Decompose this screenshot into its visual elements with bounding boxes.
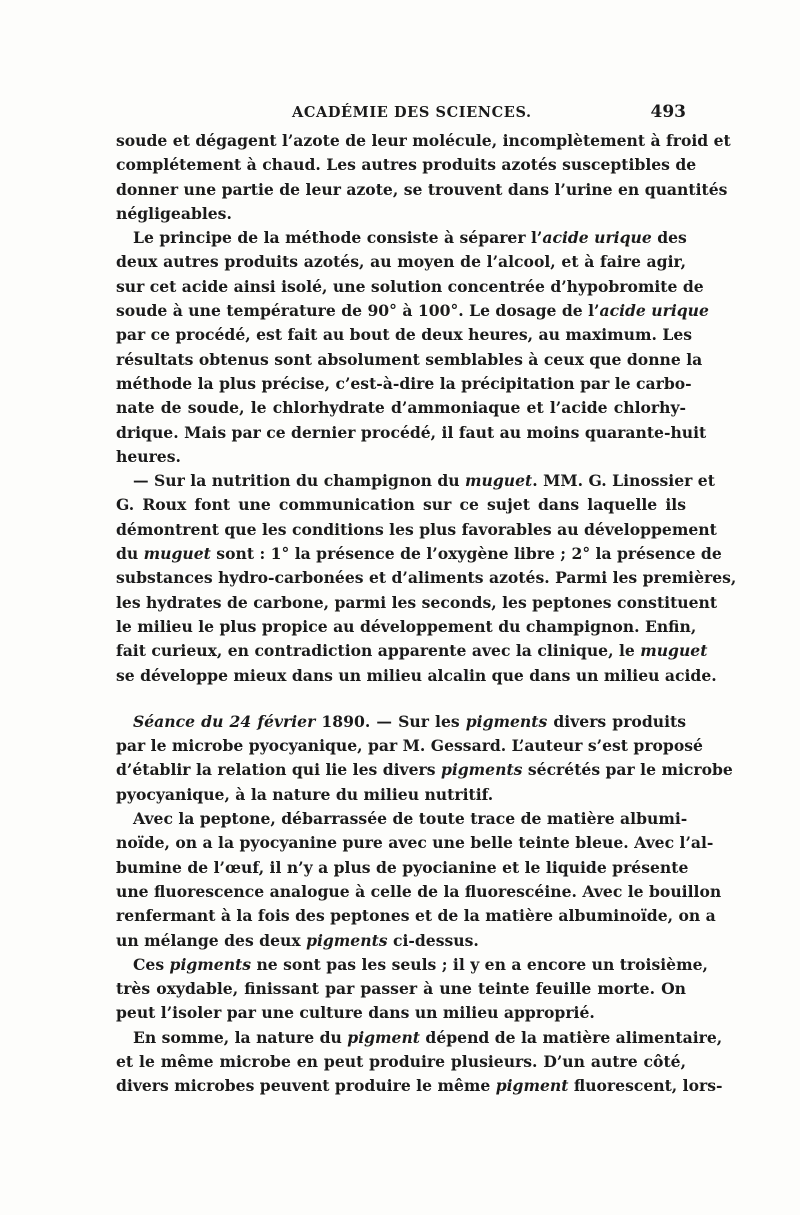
text-line: renfermant à la fois des peptones et de la matière albuminoïde, on a xyxy=(116,906,716,926)
text-line: Ces pigments ne sont pas les seuls ; il y en a encore un troisième, xyxy=(133,954,708,974)
text-line: bumine de l’œuf, il n’y a plus de pyocianine et le liquide présente xyxy=(116,857,689,877)
text-line: noïde, on a la pyocyanine pure avec une belle teinte bleue. Avec l’al- xyxy=(116,833,714,853)
text-line: un mélange des deux pigments ci-dessus. xyxy=(116,930,479,950)
page-body xyxy=(116,129,737,1099)
text-line: substances hydro-carbonées et d’aliments azotés. Parmi les premières, xyxy=(116,568,737,588)
text-line: deux autres produits azotés, au moyen de l’alcool, et à faire agir, xyxy=(116,252,686,272)
text-line: le milieu le plus propice au développement du champignon. Enfin, xyxy=(116,616,697,636)
text-line: soude à une température de 90° à 100°. Le dosage de l’acide urique xyxy=(116,301,709,321)
text-line: Avec la peptone, débarrassée de toute trace de matière albumi- xyxy=(133,809,688,829)
section-gap xyxy=(116,688,686,710)
paragraph-conclusion xyxy=(116,1026,723,1099)
text-line: méthode la plus précise, c’est-à-dire la précipitation par le carbo- xyxy=(116,373,692,393)
text-line: fait curieux, en contradiction apparente avec la clinique, le muguet xyxy=(116,641,708,661)
text-line: par le microbe pyocyanique, par M. Gessard. L’auteur s’est proposé xyxy=(116,736,703,756)
paragraph-urine-nitrogen xyxy=(116,129,731,226)
text-line: résultats obtenus sont absolument semblables à ceux que donne la xyxy=(116,349,703,369)
page-number: 493 xyxy=(650,102,686,122)
paragraph-third-pigment xyxy=(116,953,708,1026)
text-line: complétement à chaud. Les autres produits azotés susceptibles de xyxy=(116,155,697,175)
text-line: peut l’isoler par une culture dans un milieu approprié. xyxy=(116,1003,595,1023)
text-line: soude et dégagent l’azote de leur molécule, incomplètement à froid et xyxy=(116,131,731,150)
text-line: G. Roux font une communication sur ce sujet dans laquelle ils xyxy=(116,495,686,515)
text-line: du muguet sont : 1° la présence de l’oxygène libre ; 2° la présence de xyxy=(116,544,722,564)
text-line: Le principe de la méthode consiste à séparer l’acide urique des xyxy=(133,228,687,248)
text-line: pyocyanique, à la nature du milieu nutritif. xyxy=(116,784,494,804)
text-line: démontrent que les conditions les plus favorables au développement xyxy=(116,519,717,539)
text-line: heures. xyxy=(116,446,181,466)
text-line: Séance du 24 février 1890. — Sur les pigments divers produits xyxy=(133,711,686,731)
text-line: En somme, la nature du pigment dépend de la matière alimentaire, xyxy=(133,1027,723,1047)
running-header xyxy=(116,104,686,126)
text-line: divers microbes peuvent produire le même pigment fluorescent, lors- xyxy=(116,1076,723,1096)
text-line: se développe mieux dans un milieu alcalin que dans un milieu acide. xyxy=(116,665,717,685)
paragraph-muguet-nutrition xyxy=(116,469,737,688)
text-line: très oxydable, finissant par passer à une teinte feuille morte. On xyxy=(116,979,686,999)
paragraph-method-principle xyxy=(116,226,709,469)
text-line: donner une partie de leur azote, se trouvent dans l’urine en quantités xyxy=(116,179,728,199)
text-line: sur cet acide ainsi isolé, une solution concentrée d’hypobromite de xyxy=(116,276,704,296)
text-line: d’établir la relation qui lie les divers pigments sécrétés par le microbe xyxy=(116,760,733,780)
text-line: par ce procédé, est fait au bout de deux heures, au maximum. Les xyxy=(116,325,693,345)
text-line: et le même microbe en peut produire plusieurs. D’un autre côté, xyxy=(116,1051,686,1071)
text-line: drique. Mais par ce dernier procédé, il faut au moins quarante-huit xyxy=(116,422,707,442)
text-line: négligeables. xyxy=(116,203,232,223)
text-line: les hydrates de carbone, parmi les seconds, les peptones constituent xyxy=(116,592,718,612)
text-line: nate de soude, le chlorhydrate d’ammoniaque et l’acide chlorhy- xyxy=(116,398,686,418)
running-title: ACADÉMIE DES SCIENCES. xyxy=(292,104,532,121)
paragraph-peptone xyxy=(116,807,722,953)
text-line: une fluorescence analogue à celle de la fluorescéine. Avec le bouillon xyxy=(116,881,722,901)
text-line: — Sur la nutrition du champignon du muguet. MM. G. Linossier et xyxy=(133,471,715,491)
paragraph-seance-pigments xyxy=(116,710,733,807)
